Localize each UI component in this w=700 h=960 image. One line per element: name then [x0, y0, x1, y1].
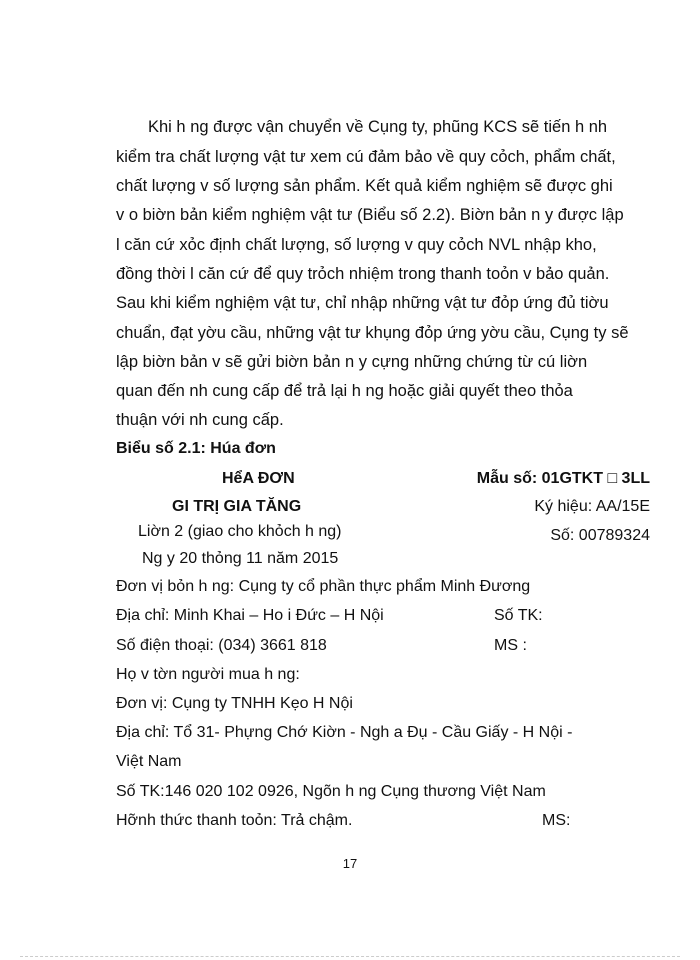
figure-caption: Biểu số 2.1: Húa đơn [116, 440, 276, 457]
invoice-symbol: Ký hiệu: AA/15E [534, 498, 650, 515]
paragraph-line-10: quan đến nh cung cấp để trả lại h ng hoặc giải quyết theo thỏa [116, 382, 573, 400]
invoice-form-number: Mẫu số: 01GTKT □ 3LL [476, 470, 650, 487]
paragraph-line-3: chất lượng v số lượng sản phẩm. Kết quả kiểm nghiệm sẽ được ghi [116, 177, 613, 195]
buyer-address-line-2: Việt Nam [116, 753, 182, 770]
invoice-copy: Liờn 2 (giao cho khỏch h ng) [138, 523, 342, 540]
paragraph-line-4: v o biờn bản kiểm nghiệm vật tư (Biểu số 2.2). Biờn bản n y được lập [116, 206, 624, 224]
paragraph-line-11: thuận với nh cung cấp. [116, 411, 284, 429]
invoice-title: HểA ĐƠN [222, 470, 295, 487]
buyer-name: Họ v tờn người mua h ng: [116, 666, 300, 683]
buyer-address-line-1: Địa chỉ: Tổ 31- Phựng Chớ Kiờn - Ngh a Đụ - Cầu Giấy - H Nội - [116, 724, 573, 741]
paragraph-line-9: lập biờn bản v sẽ gửi biờn bản n y cựng những chứng từ cú liờn [116, 353, 588, 371]
payment-method: Hỡnh thức thanh toỏn: Trả chậm. [116, 812, 353, 829]
paragraph-line-6: đồng thời l căn cứ để quy trỏch nhiệm trong thanh toỏn v bảo quản. [116, 265, 610, 283]
seller-account: Số TK: [494, 607, 543, 624]
invoice-subtitle: GI TRỊ GIA TĂNG [172, 498, 302, 515]
seller-address: Địa chỉ: Minh Khai – Ho i Đức – H Nội [116, 607, 384, 624]
seller-phone: Số điện thoại: (034) 3661 818 [116, 637, 327, 654]
page-number: 17 [342, 856, 358, 871]
seller-tax-code: MS : [494, 637, 527, 654]
paragraph-line-7: Sau khi kiểm nghiệm vật tư, chỉ nhập những vật tư đỏp ứng đủ tiờu [116, 294, 609, 312]
invoice-date: Ng y 20 thỏng 11 năm 2015 [142, 550, 339, 567]
invoice-number: Số: 00789324 [550, 527, 650, 544]
buyer-tax-code: MS: [542, 812, 571, 829]
paragraph-line-2: kiểm tra chất lượng vật tư xem cú đảm bảo về quy cỏch, phẩm chất, [116, 148, 616, 166]
paragraph-line-5: l căn cứ xỏc định chất lượng, số lượng v quy cỏch NVL nhập kho, [116, 236, 597, 254]
paragraph-line-8: chuẩn, đạt yờu cầu, những vật tư khụng đỏp ứng yờu cầu, Cụng ty sẽ [116, 324, 629, 342]
page-bottom-rule [20, 956, 680, 957]
buyer-unit: Đơn vị: Cụng ty TNHH Kẹo H Nội [116, 695, 353, 712]
paragraph-line-1: Khi h ng được vận chuyển về Cụng ty, phũng KCS sẽ tiến h nh [148, 118, 608, 136]
seller-unit: Đơn vị bỏn h ng: Cụng ty cổ phần thực phẩm Minh Đương [116, 578, 531, 595]
buyer-account: Số TK:146 020 102 0926, Ngõn h ng Cụng thương Việt Nam [116, 783, 546, 800]
